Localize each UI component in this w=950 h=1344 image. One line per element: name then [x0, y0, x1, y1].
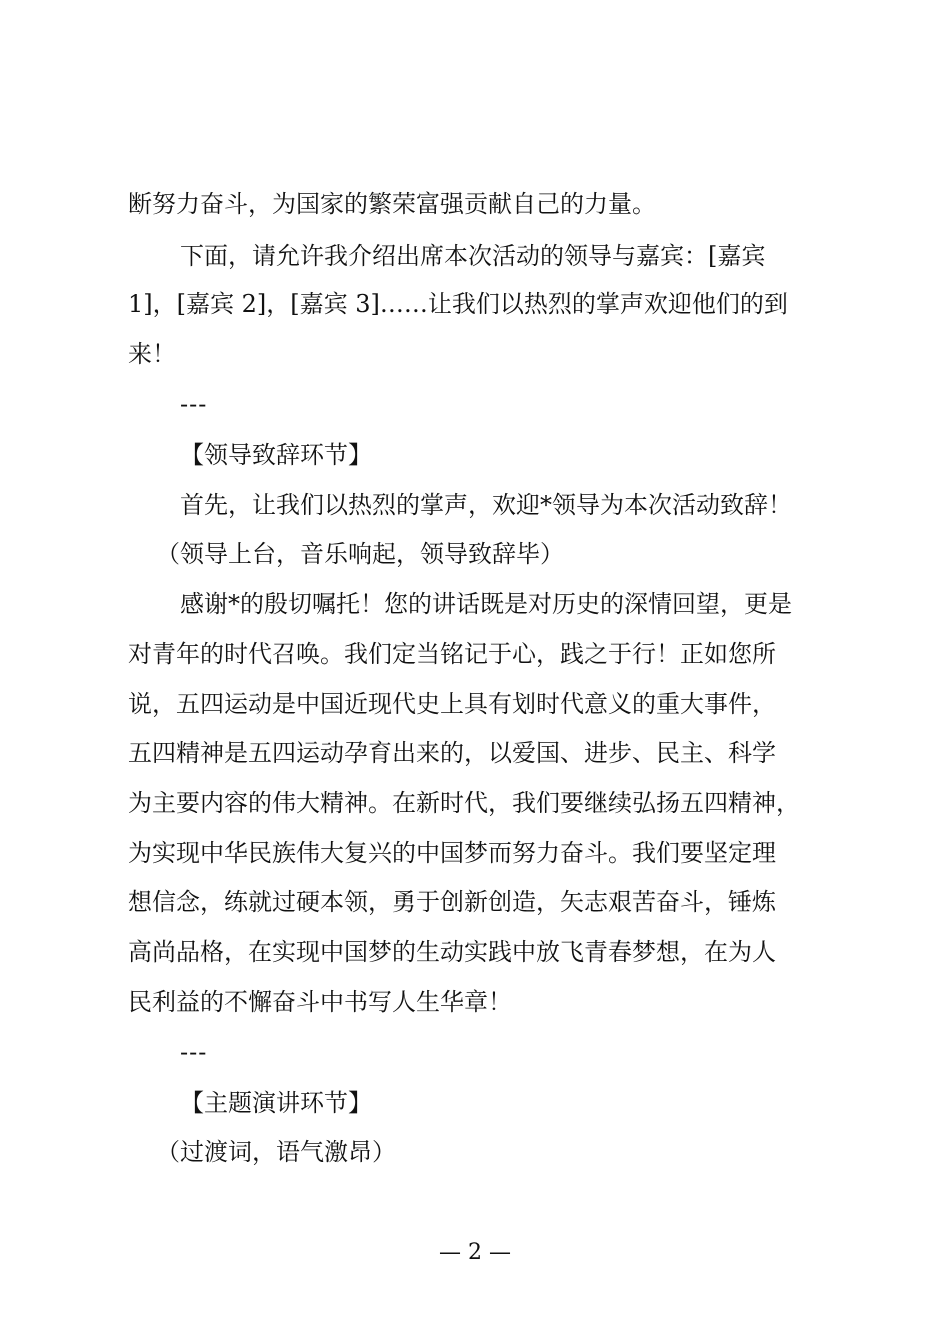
paragraph-line: 为主要内容的伟大精神。在新时代，我们要继续弘扬五四精神，: [128, 789, 800, 817]
page-number: — 2 —: [439, 1240, 511, 1265]
stage-direction: （领导上台，音乐响起，领导致辞毕）: [156, 540, 564, 568]
paragraph-line: 高尚品格，在实现中国梦的生动实践中放飞青春梦想，在为人: [128, 938, 776, 966]
paragraph-line: 说，五四运动是中国近现代史上具有划时代意义的重大事件，: [128, 690, 776, 718]
paragraph-line: 感谢*的殷切嘱托！您的讲话既是对历史的深情回望，更是: [180, 590, 792, 618]
paragraph-line: 为实现中华民族伟大复兴的中国梦而努力奋斗。我们要坚定理: [128, 839, 776, 867]
section-separator: ---: [180, 1038, 208, 1066]
section-heading: 【主题演讲环节】: [180, 1089, 372, 1117]
paragraph-line: 五四精神是五四运动孕育出来的，以爱国、进步、民主、科学: [128, 739, 776, 767]
section-heading: 【领导致辞环节】: [180, 441, 372, 469]
paragraph-line: 首先，让我们以热烈的掌声，欢迎*领导为本次活动致辞！: [180, 491, 792, 519]
stage-direction: （过渡词，语气激昂）: [156, 1138, 396, 1166]
paragraph-line: 民利益的不懈奋斗中书写人生华章！: [128, 988, 512, 1016]
paragraph-line: 对青年的时代召唤。我们定当铭记于心，践之于行！正如您所: [128, 640, 776, 668]
paragraph-line: 1]，[嘉宾 2]，[嘉宾 3]……让我们以热烈的掌声欢迎他们的到: [128, 290, 788, 318]
section-separator: ---: [180, 390, 208, 418]
paragraph-line: 想信念，练就过硬本领，勇于创新创造，矢志艰苦奋斗，锤炼: [128, 888, 776, 916]
paragraph-line: 来！: [128, 340, 176, 368]
paragraph-line: 下面，请允许我介绍出席本次活动的领导与嘉宾：[嘉宾: [180, 242, 766, 270]
paragraph-line: 断努力奋斗，为国家的繁荣富强贡献自己的力量。: [128, 190, 656, 218]
